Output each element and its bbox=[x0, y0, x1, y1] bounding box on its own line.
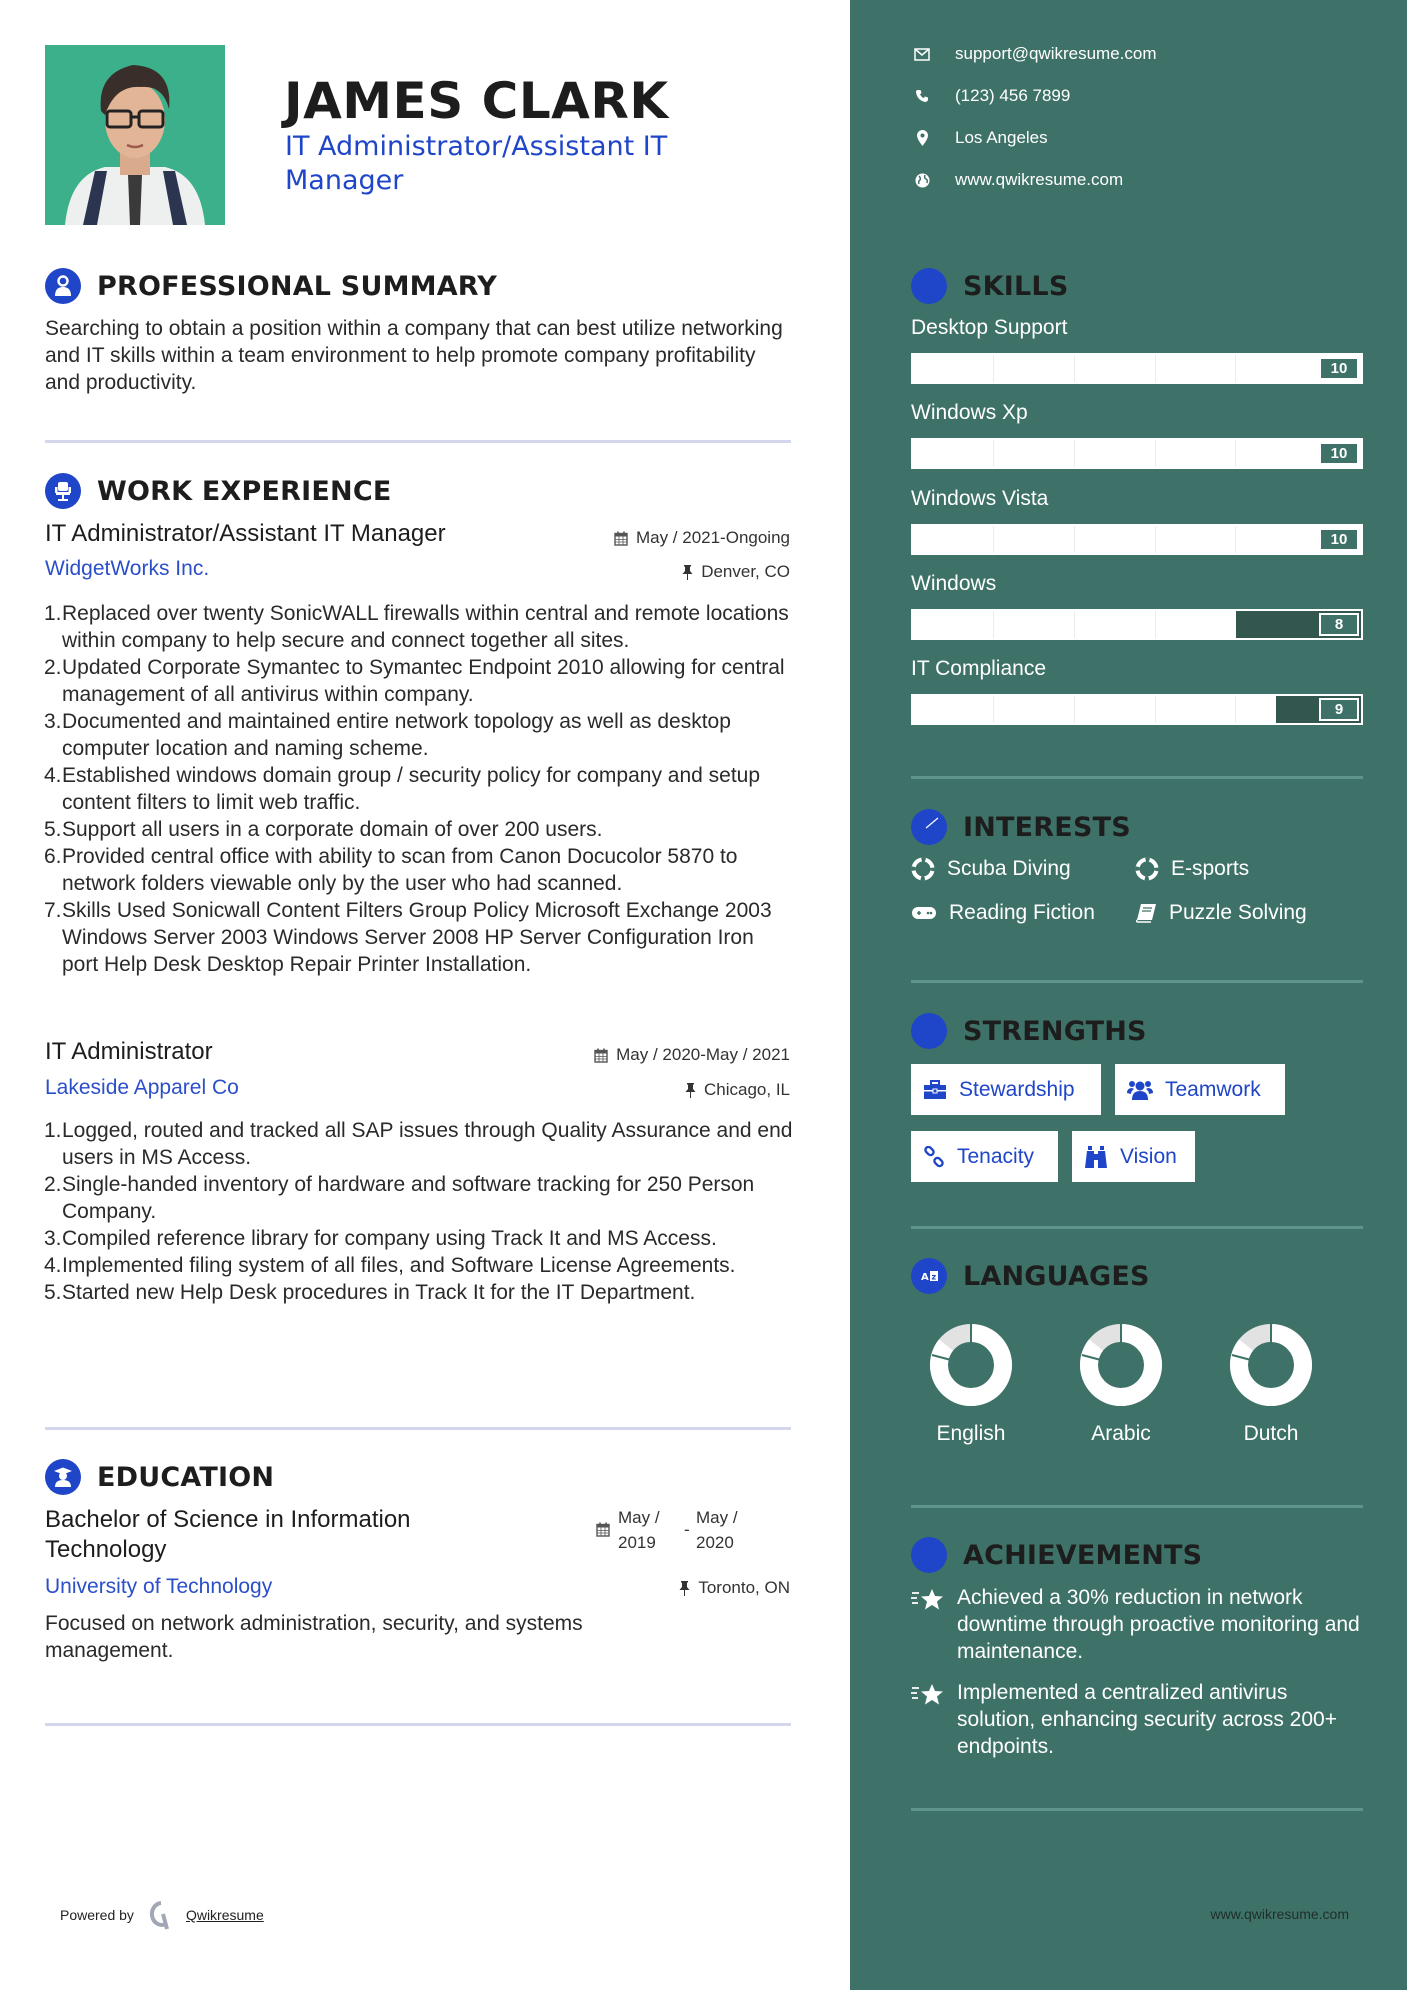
skill-name: Windows Xp bbox=[911, 401, 1028, 424]
lightbulb-icon bbox=[911, 268, 947, 304]
fist-icon bbox=[911, 1013, 947, 1049]
gamepad-icon bbox=[911, 905, 937, 921]
education-dates bbox=[596, 1505, 756, 1555]
skills-heading bbox=[911, 268, 1068, 304]
experience-title: WORK EXPERIENCE bbox=[97, 475, 392, 507]
contact-website[interactable]: www.qwikresume.com bbox=[911, 170, 1123, 190]
shooting-star-icon bbox=[911, 1586, 945, 1612]
svg-text:A: A bbox=[921, 1272, 929, 1283]
achievements-title: ACHIEVEMENTS bbox=[963, 1539, 1203, 1571]
user-icon bbox=[45, 268, 81, 304]
interest-item: E-sports bbox=[1135, 857, 1249, 881]
list-item: 1. Replaced over twenty SonicWALL firewalls within central and remote locations within company to help secure and connect together all sites. bbox=[44, 602, 789, 652]
language-item: Dutch bbox=[1216, 1322, 1326, 1446]
interest-item: Puzzle Solving bbox=[1135, 901, 1307, 925]
job-dates-text: May / 2021-Ongoing bbox=[635, 528, 790, 547]
users-icon bbox=[1127, 1079, 1153, 1101]
job-dates-text: May / 2020-May / 2021 bbox=[616, 1045, 790, 1064]
section-divider bbox=[45, 1427, 791, 1430]
skill-name: Windows Vista bbox=[911, 487, 1049, 510]
job-location-text: Chicago, IL bbox=[704, 1080, 790, 1099]
skills-title: SKILLS bbox=[963, 270, 1069, 302]
education-description: Focused on network administration, security, and systems management. bbox=[45, 1612, 583, 1662]
end-date: May / 2020 bbox=[696, 1508, 738, 1552]
date-dash: - bbox=[684, 1520, 690, 1539]
skill-score: 10 bbox=[1319, 357, 1359, 380]
school-name: University of Technology bbox=[45, 1575, 273, 1598]
interests-title: INTERESTS bbox=[963, 811, 1131, 843]
job-title: IT Administrator/Assistant IT Manager bbox=[45, 520, 446, 547]
list-item: 5. Started new Help Desk procedures in Track It for the IT Department. bbox=[44, 1281, 696, 1304]
company-name: WidgetWorks Inc. bbox=[45, 557, 210, 580]
section-divider bbox=[911, 980, 1363, 983]
list-item: 3. Compiled reference library for company using Track It and MS Access. bbox=[44, 1227, 717, 1250]
contact-phone[interactable]: (123) 456 7899 bbox=[911, 86, 1070, 106]
language-donut bbox=[928, 1322, 1014, 1408]
section-divider bbox=[911, 1808, 1363, 1811]
job-location bbox=[682, 562, 790, 582]
strengths-heading bbox=[911, 1013, 1147, 1049]
skill-score: 10 bbox=[1319, 442, 1359, 465]
office-chair-icon bbox=[45, 473, 81, 509]
achievement-item: Implemented a centralized antivirus solution, enhancing security across 200+ endpoints. bbox=[911, 1679, 1363, 1760]
candidate-name: JAMES CLARK bbox=[284, 72, 669, 130]
section-divider bbox=[911, 1226, 1363, 1229]
list-item: 6. Provided central office with ability to scan from Canon Docucolor 5870 to network folders viewable only by the user who had scanned. bbox=[44, 845, 738, 895]
job-location-text: Denver, CO bbox=[701, 562, 790, 581]
binoculars-icon bbox=[1084, 1145, 1108, 1169]
footer-website[interactable]: www.qwikresume.com bbox=[1210, 1906, 1349, 1922]
translate-icon bbox=[911, 1258, 947, 1294]
job-dates bbox=[614, 528, 790, 548]
skill-score: 8 bbox=[1319, 613, 1359, 636]
language-item: Arabic bbox=[1066, 1322, 1176, 1446]
interest-item: Reading Fiction bbox=[911, 901, 1095, 925]
phone-icon bbox=[915, 89, 929, 103]
company-name: Lakeside Apparel Co bbox=[45, 1076, 239, 1099]
education-location: Toronto, ON bbox=[679, 1578, 790, 1598]
list-item: 5. Support all users in a corporate domain of over 200 users. bbox=[44, 818, 603, 841]
strength-chip: Stewardship bbox=[911, 1064, 1101, 1115]
shooting-star-icon bbox=[911, 1537, 947, 1573]
job-location bbox=[685, 1080, 790, 1100]
link-icon bbox=[923, 1146, 945, 1168]
interest-item: Scuba Diving bbox=[911, 857, 1071, 881]
shooting-star-icon bbox=[911, 1681, 945, 1707]
summary-title: PROFESSIONAL SUMMARY bbox=[97, 270, 498, 302]
pushpin-icon bbox=[679, 1581, 690, 1596]
calendar-icon bbox=[596, 1522, 610, 1537]
language-donut bbox=[1228, 1322, 1314, 1408]
summary-text: Searching to obtain a position within a company that can best utilize networking and IT skills within a team environment to help promote company profitability and productivity. bbox=[45, 317, 783, 394]
life-ring-icon bbox=[1135, 857, 1159, 881]
contact-email[interactable]: support@qwikresume.com bbox=[911, 44, 1157, 64]
pushpin-icon bbox=[685, 1083, 696, 1098]
language-donut bbox=[1078, 1322, 1164, 1408]
skill-name: Windows bbox=[911, 572, 997, 595]
list-item: 1. Logged, routed and tracked all SAP issues through Quality Assurance and end users in MS Access. bbox=[44, 1119, 793, 1169]
section-divider bbox=[45, 1723, 791, 1726]
strength-chip: Teamwork bbox=[1115, 1064, 1285, 1115]
pushpin-icon bbox=[682, 565, 693, 580]
briefcase-icon bbox=[923, 1080, 947, 1100]
candidate-role: IT Administrator/Assistant IT Manager bbox=[285, 131, 668, 196]
contact-location: Los Angeles bbox=[911, 128, 1048, 148]
interests-heading bbox=[911, 809, 1131, 845]
skill-bar bbox=[911, 353, 1363, 384]
languages-title: LANGUAGES bbox=[963, 1260, 1150, 1292]
svg-text:z: z bbox=[931, 1272, 937, 1282]
strength-chip: Vision bbox=[1072, 1131, 1195, 1182]
languages-heading bbox=[911, 1258, 1150, 1294]
profile-photo bbox=[45, 45, 225, 225]
job-bullets bbox=[44, 600, 794, 978]
envelope-icon bbox=[914, 48, 930, 61]
section-divider bbox=[911, 1505, 1363, 1508]
skill-bar bbox=[911, 609, 1363, 640]
skill-name: Desktop Support bbox=[911, 316, 1068, 339]
section-divider bbox=[45, 440, 791, 443]
list-item: 7. Skills Used Sonicwall Content Filters Group Policy Microsoft Exchange 2003 Windows Server 2003 Windows Server 2008 HP Server Configuration Iron port Help Desk Desktop Repair Printer Installation. bbox=[44, 899, 772, 976]
map-marker-icon bbox=[917, 130, 928, 146]
section-divider bbox=[911, 776, 1363, 779]
calendar-icon bbox=[614, 531, 628, 546]
start-date: May / 2019 bbox=[618, 1508, 660, 1552]
qwikresume-logo-icon bbox=[148, 1900, 174, 1930]
job-dates bbox=[594, 1045, 790, 1065]
strengths-title: STRENGTHS bbox=[963, 1015, 1147, 1047]
graduate-icon bbox=[45, 1459, 81, 1495]
summary-heading bbox=[45, 268, 497, 304]
language-item: English bbox=[916, 1322, 1026, 1446]
skill-name: IT Compliance bbox=[911, 657, 1047, 680]
qwikresume-link[interactable]: Qwikresume bbox=[185, 1907, 264, 1923]
list-item: 2. Single-handed inventory of hardware and software tracking for 250 Person Company. bbox=[44, 1173, 755, 1223]
list-item: 2. Updated Corporate Symantec to Symantec Endpoint 2010 allowing for central management of all antivirus within company. bbox=[44, 656, 785, 706]
list-item: 3. Documented and maintained entire network topology as well as desktop computer location and naming scheme. bbox=[44, 710, 731, 760]
skill-bar bbox=[911, 438, 1363, 469]
list-item: 4. Established windows domain group / security policy for company and setup content filters to limit web traffic. bbox=[44, 764, 761, 814]
book-icon bbox=[1135, 903, 1157, 923]
skill-score: 10 bbox=[1319, 528, 1359, 551]
globe-icon bbox=[915, 173, 930, 188]
skill-bar bbox=[911, 524, 1363, 555]
education-title: EDUCATION bbox=[97, 1461, 275, 1493]
calendar-icon bbox=[594, 1048, 608, 1063]
strength-chip: Tenacity bbox=[911, 1131, 1058, 1182]
achievement-item: Achieved a 30% reduction in network downtime through proactive monitoring and maintenance. bbox=[911, 1584, 1363, 1665]
degree-title: Bachelor of Science in Information Technology bbox=[45, 1506, 411, 1563]
achievements-heading bbox=[911, 1537, 1202, 1573]
education-heading bbox=[45, 1459, 274, 1495]
job-bullets bbox=[44, 1117, 794, 1306]
life-ring-icon bbox=[911, 857, 935, 881]
paper-plane-icon bbox=[911, 809, 947, 845]
list-item: 4. Implemented filing system of all files, and Software License Agreements. bbox=[44, 1254, 736, 1277]
powered-by: Powered by Qwikresume bbox=[60, 1900, 264, 1930]
skill-bar bbox=[911, 694, 1363, 725]
job-title: IT Administrator bbox=[45, 1038, 213, 1065]
experience-heading bbox=[45, 473, 391, 509]
skill-score: 9 bbox=[1319, 698, 1359, 721]
